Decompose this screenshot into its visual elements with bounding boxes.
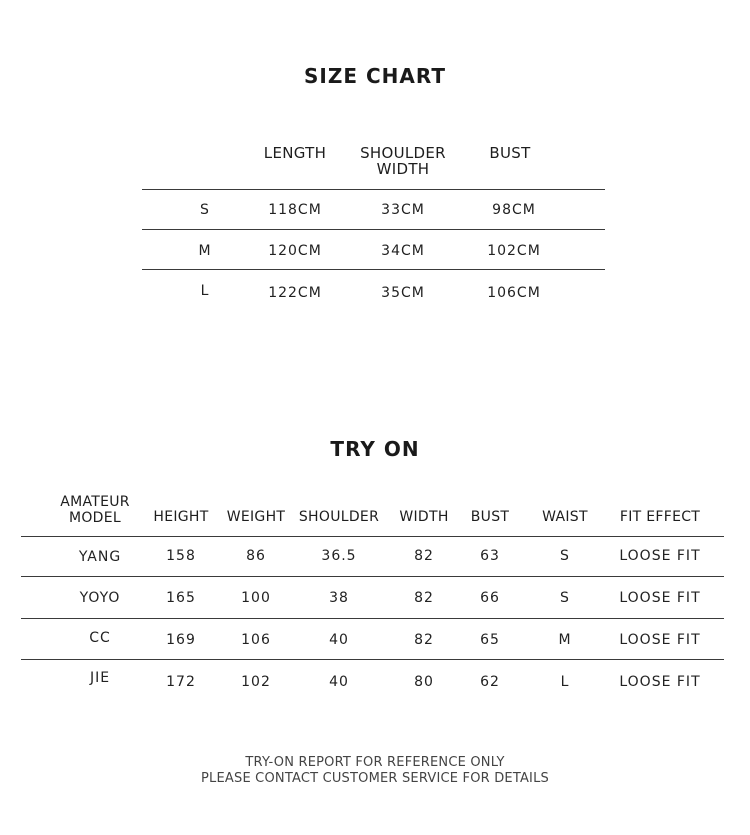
tryon-row-1-bust: 63 bbox=[480, 548, 500, 564]
tryon-row-3-model: CC bbox=[89, 630, 111, 646]
tryon-row-4-bust: 62 bbox=[480, 674, 500, 690]
tryon-row-3-fit: LOOSE FIT bbox=[619, 632, 701, 648]
tryon-row-4-shoulder: 40 bbox=[329, 674, 349, 690]
size-row-l-shoulder: 35CM bbox=[381, 285, 425, 301]
tryon-row-1-shoulder: 36.5 bbox=[321, 548, 357, 564]
tryon-row-1-fit: LOOSE FIT bbox=[619, 548, 701, 564]
size-rule-1 bbox=[142, 189, 605, 190]
size-row-m-bust: 102CM bbox=[487, 243, 541, 259]
size-rule-3 bbox=[142, 269, 605, 270]
size-header-shoulder-line2: WIDTH bbox=[376, 160, 430, 178]
size-header-shoulder-line1: SHOULDER bbox=[360, 144, 446, 162]
tryon-row-4-model: JIE bbox=[89, 670, 111, 686]
size-row-s-shoulder: 33CM bbox=[381, 202, 425, 218]
size-header-bust: BUST bbox=[489, 144, 531, 162]
size-rule-2 bbox=[142, 229, 605, 230]
tryon-rule-4 bbox=[21, 659, 724, 660]
tryon-header-waist: WAIST bbox=[542, 509, 588, 525]
tryon-row-4-height: 172 bbox=[166, 674, 196, 690]
tryon-header-model-line2: MODEL bbox=[68, 510, 122, 526]
footer-line-2: PLEASE CONTACT CUSTOMER SERVICE FOR DETAILS bbox=[201, 771, 549, 786]
tryon-row-4-fit: LOOSE FIT bbox=[619, 674, 701, 690]
try-on-title: TRY ON bbox=[330, 437, 420, 461]
tryon-header-bust: BUST bbox=[470, 509, 510, 525]
footer-line-1: TRY-ON REPORT FOR REFERENCE ONLY bbox=[245, 755, 505, 770]
tryon-row-1-height: 158 bbox=[166, 548, 196, 564]
size-row-s-bust: 98CM bbox=[492, 202, 536, 218]
size-row-m-length: 120CM bbox=[268, 243, 322, 259]
tryon-header-width: WIDTH bbox=[399, 509, 449, 525]
tryon-row-4-waist: L bbox=[560, 674, 570, 690]
tryon-rule-1 bbox=[21, 536, 724, 537]
tryon-rule-3 bbox=[21, 618, 724, 619]
size-row-s-length: 118CM bbox=[268, 202, 322, 218]
tryon-row-2-height: 165 bbox=[166, 590, 196, 606]
tryon-row-4-weight: 102 bbox=[241, 674, 271, 690]
tryon-header-shoulder: SHOULDER bbox=[298, 509, 380, 525]
size-header-length: LENGTH bbox=[263, 144, 327, 162]
tryon-row-2-weight: 100 bbox=[241, 590, 271, 606]
size-row-l-size: L bbox=[200, 283, 210, 299]
size-row-l-length: 122CM bbox=[268, 285, 322, 301]
size-row-m-shoulder: 34CM bbox=[381, 243, 425, 259]
tryon-row-3-width: 82 bbox=[414, 632, 434, 648]
tryon-header-fit: FIT EFFECT bbox=[619, 509, 701, 525]
tryon-row-4-width: 80 bbox=[414, 674, 434, 690]
tryon-rule-2 bbox=[21, 576, 724, 577]
tryon-row-3-bust: 65 bbox=[480, 632, 500, 648]
tryon-row-2-shoulder: 38 bbox=[329, 590, 349, 606]
size-chart-title: SIZE CHART bbox=[303, 64, 446, 88]
size-row-m-size: M bbox=[198, 243, 212, 259]
tryon-row-3-shoulder: 40 bbox=[329, 632, 349, 648]
tryon-row-2-model: YOYO bbox=[79, 590, 121, 606]
tryon-header-model-line1: AMATEUR bbox=[60, 494, 130, 510]
tryon-header-height: HEIGHT bbox=[153, 509, 209, 525]
size-row-l-bust: 106CM bbox=[487, 285, 541, 301]
tryon-row-1-waist: S bbox=[560, 548, 570, 564]
tryon-row-1-weight: 86 bbox=[246, 548, 266, 564]
tryon-row-3-weight: 106 bbox=[241, 632, 271, 648]
tryon-row-2-waist: S bbox=[560, 590, 570, 606]
tryon-row-3-height: 169 bbox=[166, 632, 196, 648]
tryon-row-3-waist: M bbox=[558, 632, 572, 648]
tryon-row-2-fit: LOOSE FIT bbox=[619, 590, 701, 606]
tryon-row-1-model: YANG bbox=[78, 549, 122, 565]
size-row-s-size: S bbox=[200, 202, 210, 218]
tryon-row-2-bust: 66 bbox=[480, 590, 500, 606]
tryon-header-weight: WEIGHT bbox=[226, 509, 286, 525]
tryon-row-1-width: 82 bbox=[414, 548, 434, 564]
tryon-row-2-width: 82 bbox=[414, 590, 434, 606]
